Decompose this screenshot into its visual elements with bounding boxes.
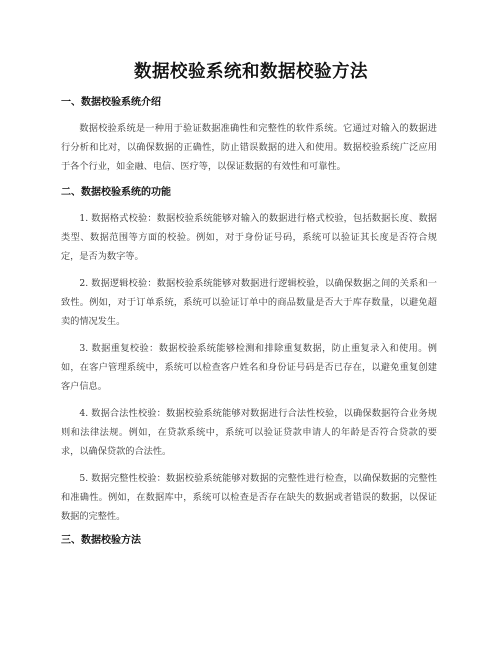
function-paragraph-format: 1. 数据格式校验：数据校验系统能够对输入的数据进行格式校验，包括数据长度、数据类型、数据范围等方面的校验。例如，对于身份证号码，系统可以验证其长度是否符合规定，是否为数字等。 — [61, 213, 437, 262]
function-paragraph-logic: 2. 数据逻辑校验：数据校验系统能够对数据进行逻辑校验，以确保数据之间的关系和一致性。例如，对于订单系统，系统可以验证订单中的商品数量是否大于库存数量，以避免超卖的情况发生。 — [61, 278, 437, 327]
intro-paragraph: 数据校验系统是一种用于验证数据准确性和完整性的软件系统。它通过对输入的数据进行分析和比对，以确保数据的正确性，防止错误数据的进入和使用。数据校验系统广泛应用于各个行业，如金融、电信、医疗等，以保证数据的有效性和可靠性。 — [61, 123, 437, 172]
document-body — [61, 96, 437, 557]
function-paragraph-integrity: 5. 数据完整性校验：数据校验系统能够对数据的完整性进行检查，以确保数据的完整性和准确性。例如，在数据库中，系统可以检查是否存在缺失的数据或者错误的数据，以保证数据的完整性。 — [61, 473, 437, 522]
function-paragraph-duplicate: 3. 数据重复校验：数据校验系统能够检测和排除重复数据，防止重复录入和使用。例如，在客户管理系统中，系统可以检查客户姓名和身份证号码是否已存在，以避免重复创建客户信息。 — [61, 343, 437, 392]
document-title: 数据校验系统和数据校验方法 — [134, 62, 368, 82]
section-heading-methods: 三、数据校验方法 — [61, 535, 141, 546]
section-heading-intro: 一、数据校验系统介绍 — [61, 97, 161, 108]
function-paragraph-legality: 4. 数据合法性校验：数据校验系统能够对数据进行合法性校验，以确保数据符合业务规则和法律法规。例如，在贷款系统中，系统可以验证贷款申请人的年龄是否符合贷款的要求，以确保贷款的合法性。 — [61, 408, 437, 457]
section-heading-functions: 二、数据校验系统的功能 — [61, 187, 171, 198]
